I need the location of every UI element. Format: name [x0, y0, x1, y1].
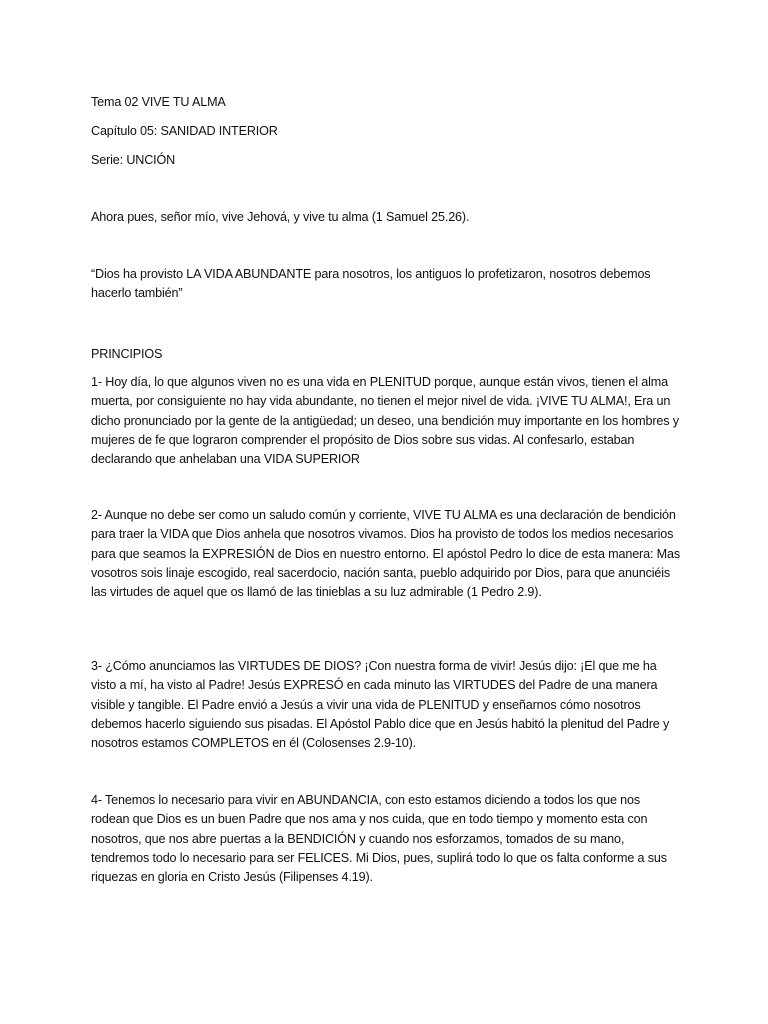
principle-2: 2- Aunque no debe ser como un saludo común y corriente, VIVE TU ALMA es una declaración de bendición para traer la VIDA que Dios anhela que nosotros vivamos. Dios ha provisto de todos los medios necesarios para que seamos la EXPRESIÓN de Dios en nuestro entorno. El apóstol Pedro lo dice de esta manera: Mas vosotros sois linaje escogido, real sacerdocio, nación santa, pueblo adquirido por Dios, para que anunciéis las virtudes de aquel que os llamó de las tinieblas a su luz admirable (1 Pedro 2.9).	[91, 508, 680, 600]
bible-verse: Ahora pues, señor mío, vive Jehová, y vive tu alma (1 Samuel 25.26).	[91, 210, 470, 224]
principle-1: 1- Hoy día, lo que algunos viven no es una vida en PLENITUD porque, aunque están vivos, tienen el alma muerta, por consiguiente no hay vida abundante, no tienen el mejor nivel de vida. ¡VIVE TU ALMA!, Era un dicho pronunciado por la gente de la antigüedad; un deseo, una bendición muy importante en los hombres y mujeres de fe que lograron comprender el propósito de Dios sobre sus vidas. Al confesarlo, estaban declarando que anhelaban una VIDA SUPERIOR	[91, 375, 679, 467]
series-title: Serie: UNCIÓN	[91, 153, 176, 167]
topic-title: Tema 02 VIVE TU ALMA	[91, 95, 226, 109]
principle-4: 4- Tenemos lo necesario para vivir en ABUNDANCIA, con esto estamos diciendo a todos los que nos rodean que Dios es un buen Padre que nos ama y nos cuida, que en todo tiempo y momento esta con nosotros, que nos abre puertas a la BENDICIÓN y cuando nos esforzamos, tomados de su mano, tendremos todo lo necesario para ser FELICES. Mi Dios, pues, suplirá todo lo que os falta conforme a sus riquezas en gloria en Cristo Jesús (Filipenses 4.19).	[91, 793, 667, 885]
chapter-title: Capítulo 05: SANIDAD INTERIOR	[91, 124, 278, 138]
principle-3: 3- ¿Cómo anunciamos las VIRTUDES DE DIOS? ¡Con nuestra forma de vivir! Jesús dijo: ¡El que me ha visto a mí, ha visto al Padre! Jesús EXPRESÓ en cada minuto las VIRTUDES del Padre de una manera visible y tangible. El Padre envió a Jesús a vivir una vida de PLENITUD y enseñarnos cómo nosotros debemos hacerlo siguiendo sus pisadas. El Apóstol Pablo dice que en Jesús habitó la plenitud del Padre y nosotros estamos COMPLETOS en él (Colosenses 2.9-10).	[91, 659, 670, 751]
principles-heading: PRINCIPIOS	[91, 347, 163, 361]
main-quote: “Dios ha provisto LA VIDA ABUNDANTE para nosotros, los antiguos lo profetizaron, nosotros debemos hacerlo también”	[91, 267, 651, 301]
